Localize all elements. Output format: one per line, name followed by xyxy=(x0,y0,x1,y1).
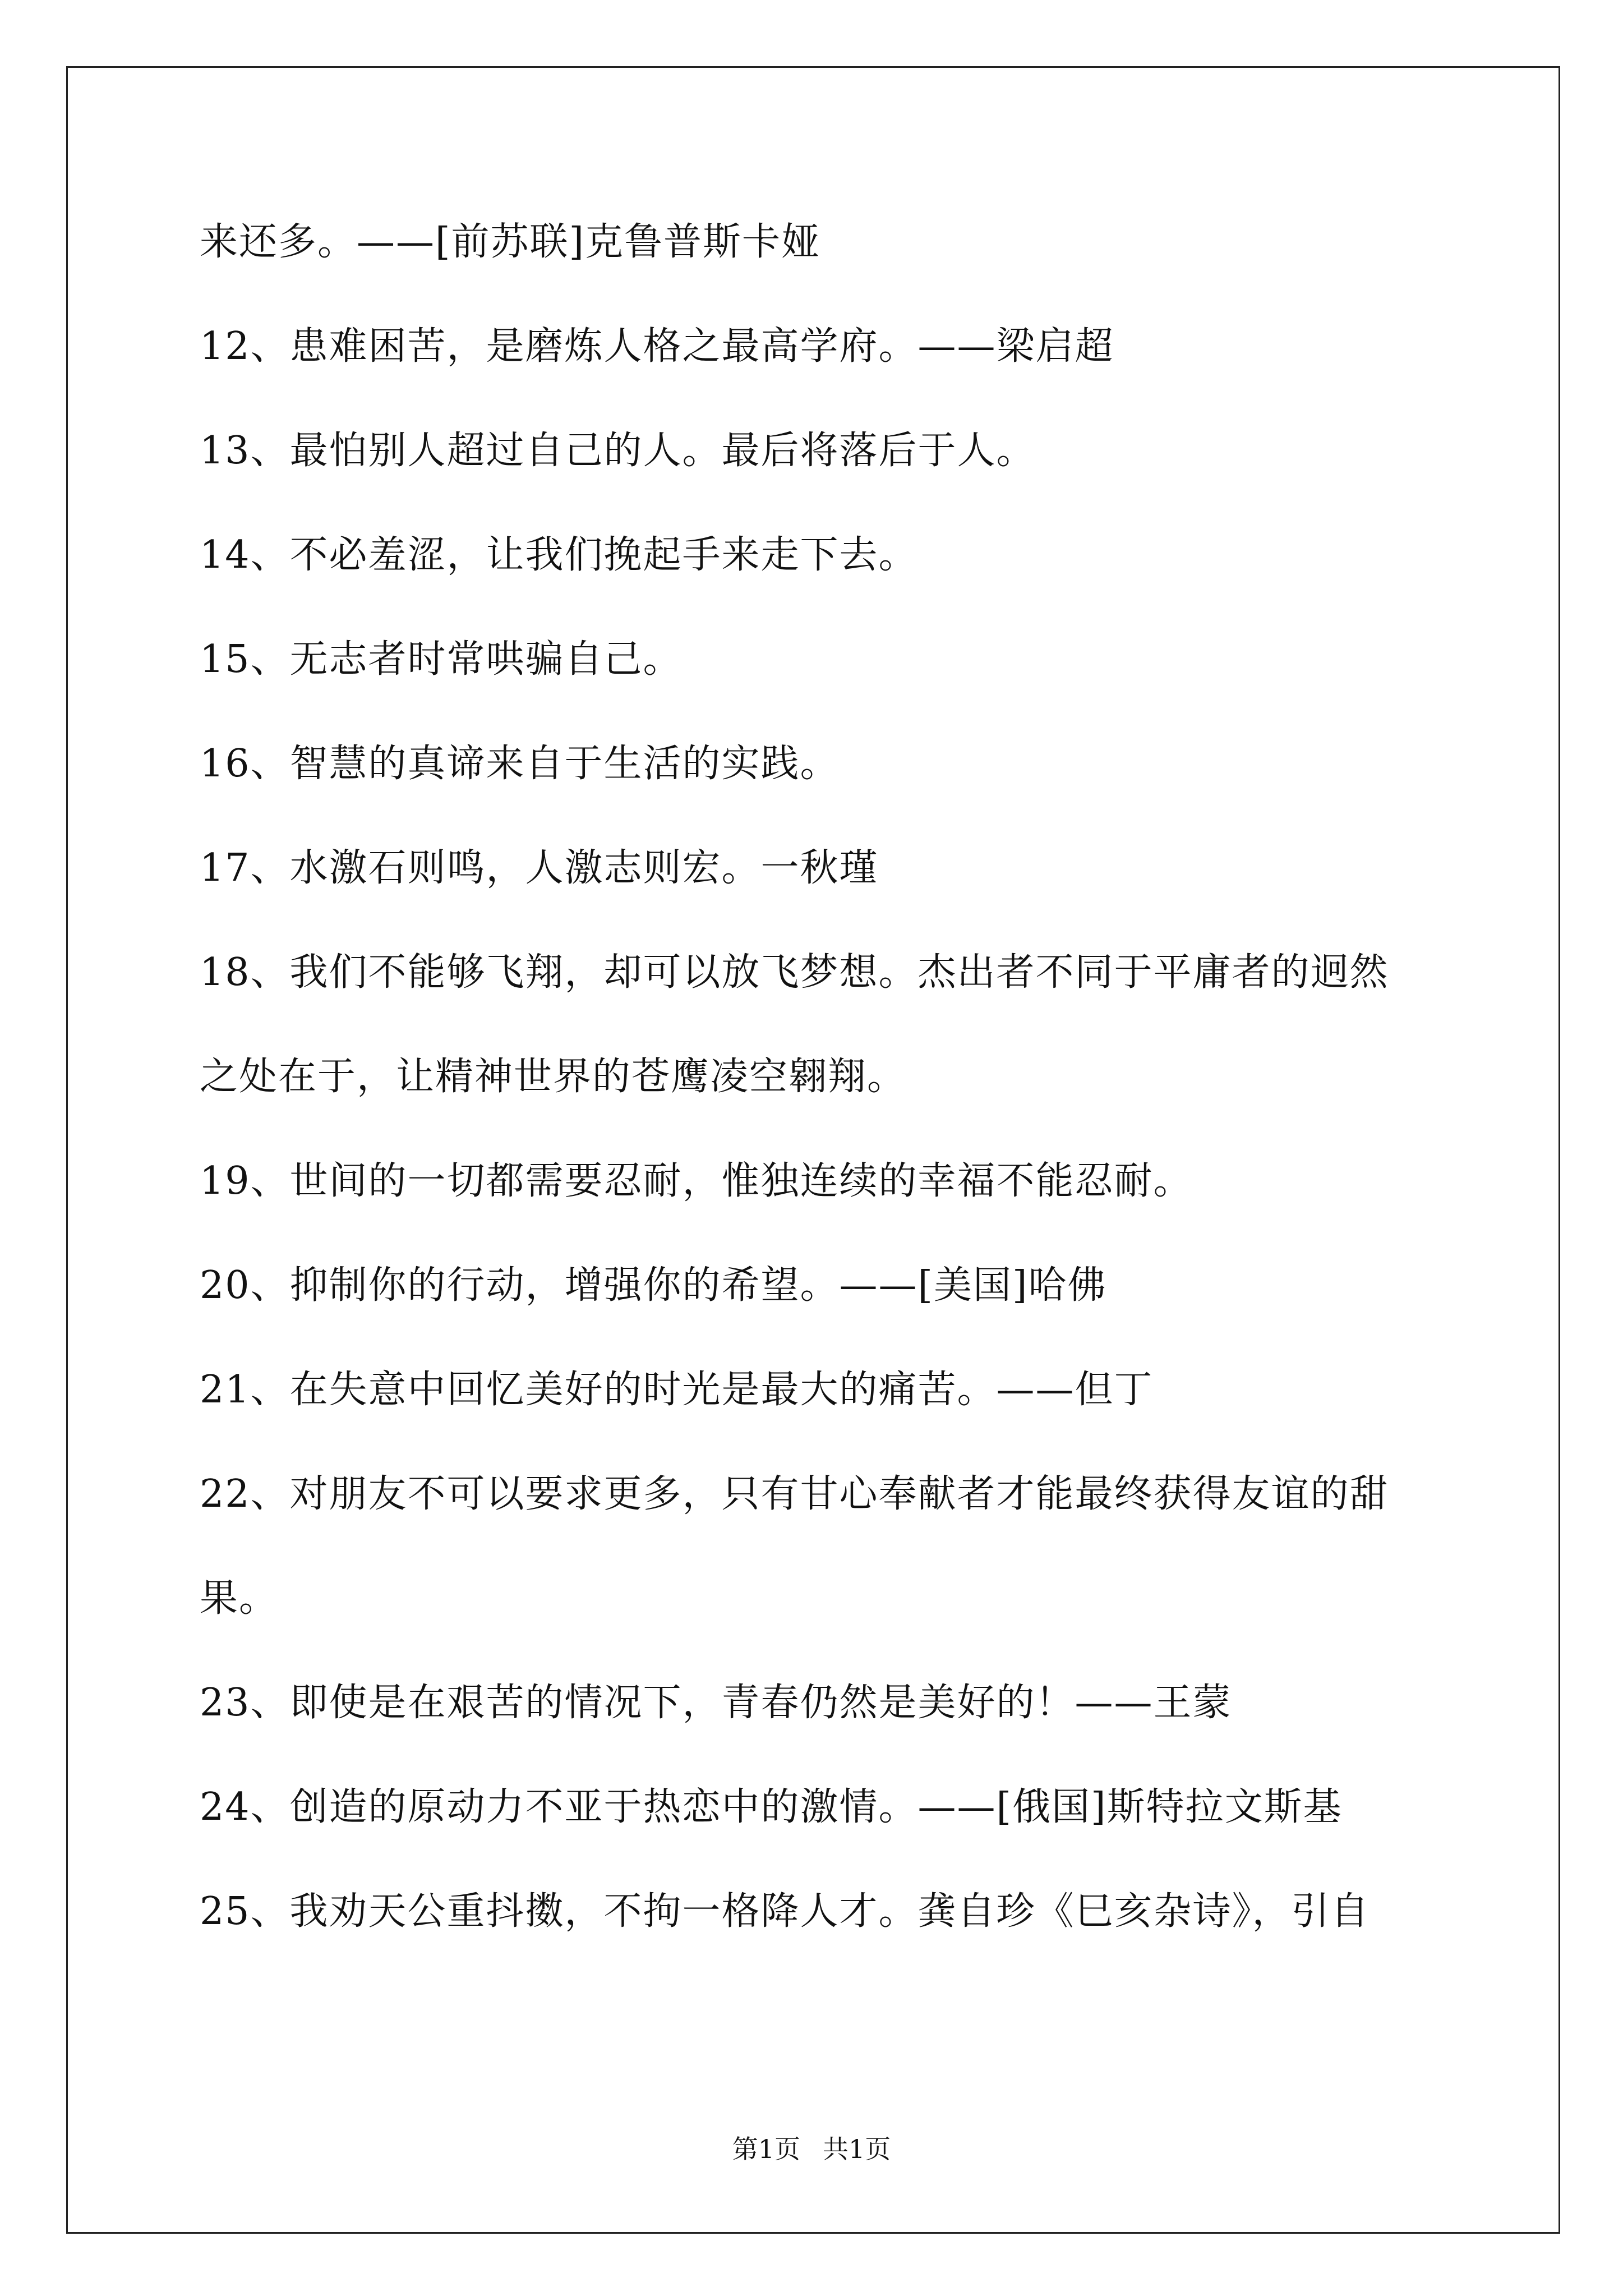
text-line: 12、患难困苦，是磨炼人格之最高学府。——梁启超 xyxy=(200,324,1114,369)
text-line: 16、智慧的真谛来自于生活的实践。 xyxy=(200,742,840,786)
text-line: 15、无志者时常哄骗自己。 xyxy=(200,637,683,682)
text-line: 18、我们不能够飞翔，却可以放飞梦想。杰出者不同于平庸者的迥然 xyxy=(200,950,1389,995)
text-line: 14、不必羞涩，让我们挽起手来走下去。 xyxy=(200,533,918,577)
text-line: 果。 xyxy=(200,1576,279,1621)
page-number-total: 共1页 xyxy=(823,2134,891,2164)
text-line: 23、即使是在艰苦的情况下，青春仍然是美好的！——王蒙 xyxy=(200,1681,1232,1725)
page-number-current: 第1页 xyxy=(732,2134,800,2164)
text-line: 之处在于，让精神世界的苍鹰凌空翱翔。 xyxy=(200,1055,907,1099)
text-line: 20、抑制你的行动，增强你的希望。——[美国]哈佛 xyxy=(200,1263,1107,1308)
page-footer xyxy=(0,2136,1623,2162)
text-line: 13、最怕别人超过自己的人。最后将落后于人。 xyxy=(200,429,1036,473)
text-line: 17、水激石则鸣，人激志则宏。一秋瑾 xyxy=(200,846,879,890)
text-line: 19、世间的一切都需要忍耐，惟独连续的幸福不能忍耐。 xyxy=(200,1159,1193,1203)
text-line: 22、对朋友不可以要求更多，只有甘心奉献者才能最终获得友谊的甜 xyxy=(200,1472,1389,1516)
text-line: 来还多。——[前苏联]克鲁普斯卡娅 xyxy=(200,220,821,264)
text-line: 21、在失意中回忆美好的时光是最大的痛苦。——但丁 xyxy=(200,1368,1154,1412)
text-line: 25、我劝天公重抖擞，不拘一格降人才。龚自珍《巳亥杂诗》，引自 xyxy=(200,1889,1370,1934)
text-line: 24、创造的原动力不亚于热恋中的激情。——[俄国]斯特拉文斯基 xyxy=(200,1785,1343,1829)
document-body xyxy=(200,220,1433,1997)
